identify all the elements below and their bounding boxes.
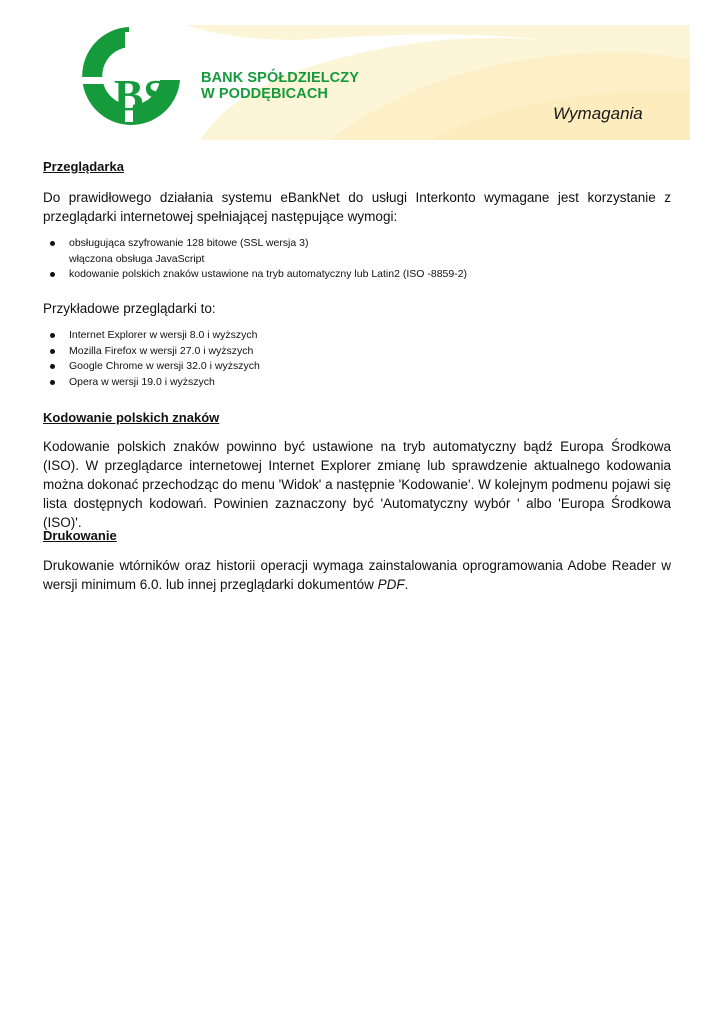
logo-initials: BS [114, 71, 168, 120]
example-ie: Internet Explorer w wersji 8.0 i wyższych [69, 329, 258, 341]
requirements-list [43, 236, 467, 283]
example-firefox: Mozilla Firefox w wersji 27.0 i wyższych [69, 344, 254, 357]
list-item [69, 375, 260, 391]
bank-name [201, 70, 359, 102]
example-opera: Opera w wersji 19.0 i wyższych [69, 375, 215, 388]
heading-encoding: Kodowanie polskich znaków [43, 410, 220, 425]
bank-logo-icon [76, 27, 180, 125]
list-item [69, 236, 467, 267]
bullet-icon [50, 272, 55, 277]
requirement-javascript: włączona obsługa JavaScript [69, 252, 205, 265]
list-item [69, 328, 260, 344]
bank-name-line1: BANK SPÓŁDZIELCZY [201, 70, 359, 86]
encoding-body: Kodowanie polskich znaków powinno być ustawione na tryb automatyczny bądź Europa Środkowa (ISO). W przeglądarce internetowej Internet Explorer zmianę lub sprawdzenie aktualnego kodowania można dokonać przechodząc do menu 'Widok' a następnie 'Kodowanie'. W kolejnym podmenu pojawi się lista dostępnych kodowań. Powinien zaznaczony być 'Automatyczny wybór ' albo 'Europa Środkowa (ISO)'. [43, 439, 671, 530]
list-item [69, 267, 467, 283]
bank-name-line2: W PODDĘBICACH [201, 86, 328, 102]
bullet-icon [50, 333, 55, 338]
pdf-term: PDF [377, 577, 405, 592]
printing-end: . [404, 577, 409, 592]
bullet-icon [50, 241, 55, 246]
browser-intro: Do prawidłowego działania systemu eBankNet do usługi Interkonto wymagane jest korzystanie z przeglądarki internetowej spełniającej następujące wymogi: [43, 190, 671, 224]
heading-printing: Drukowanie [43, 528, 117, 543]
list-item [69, 359, 260, 375]
header-banner [0, 0, 725, 150]
banner-graphic [0, 0, 725, 150]
bullet-icon [50, 364, 55, 369]
heading-browser: Przeglądarka [43, 159, 124, 174]
page-title: Wymagania [553, 104, 643, 123]
printing-body [43, 556, 671, 594]
requirement-encoding: kodowanie polskich znaków ustawione na tryb automatyczny lub Latin2 (ISO -8859-2) [69, 268, 468, 280]
browser-examples-list [43, 328, 260, 390]
bullet-icon [50, 380, 55, 385]
example-chrome: Google Chrome w wersji 32.0 i wyższych [69, 360, 260, 372]
bullet-icon [50, 349, 55, 354]
list-item [69, 344, 260, 360]
examples-intro: Przykładowe przeglądarki to: [43, 301, 216, 316]
requirement-ssl: obsługująca szyfrowanie 128 bitowe (SSL wersja 3) [69, 237, 309, 249]
printing-text: Drukowanie wtórników oraz historii operacji wymaga zainstalowania oprogramowania Adobe Reader w wersji minimum 6.0. lub innej przeglądarki dokumentów [43, 558, 671, 592]
